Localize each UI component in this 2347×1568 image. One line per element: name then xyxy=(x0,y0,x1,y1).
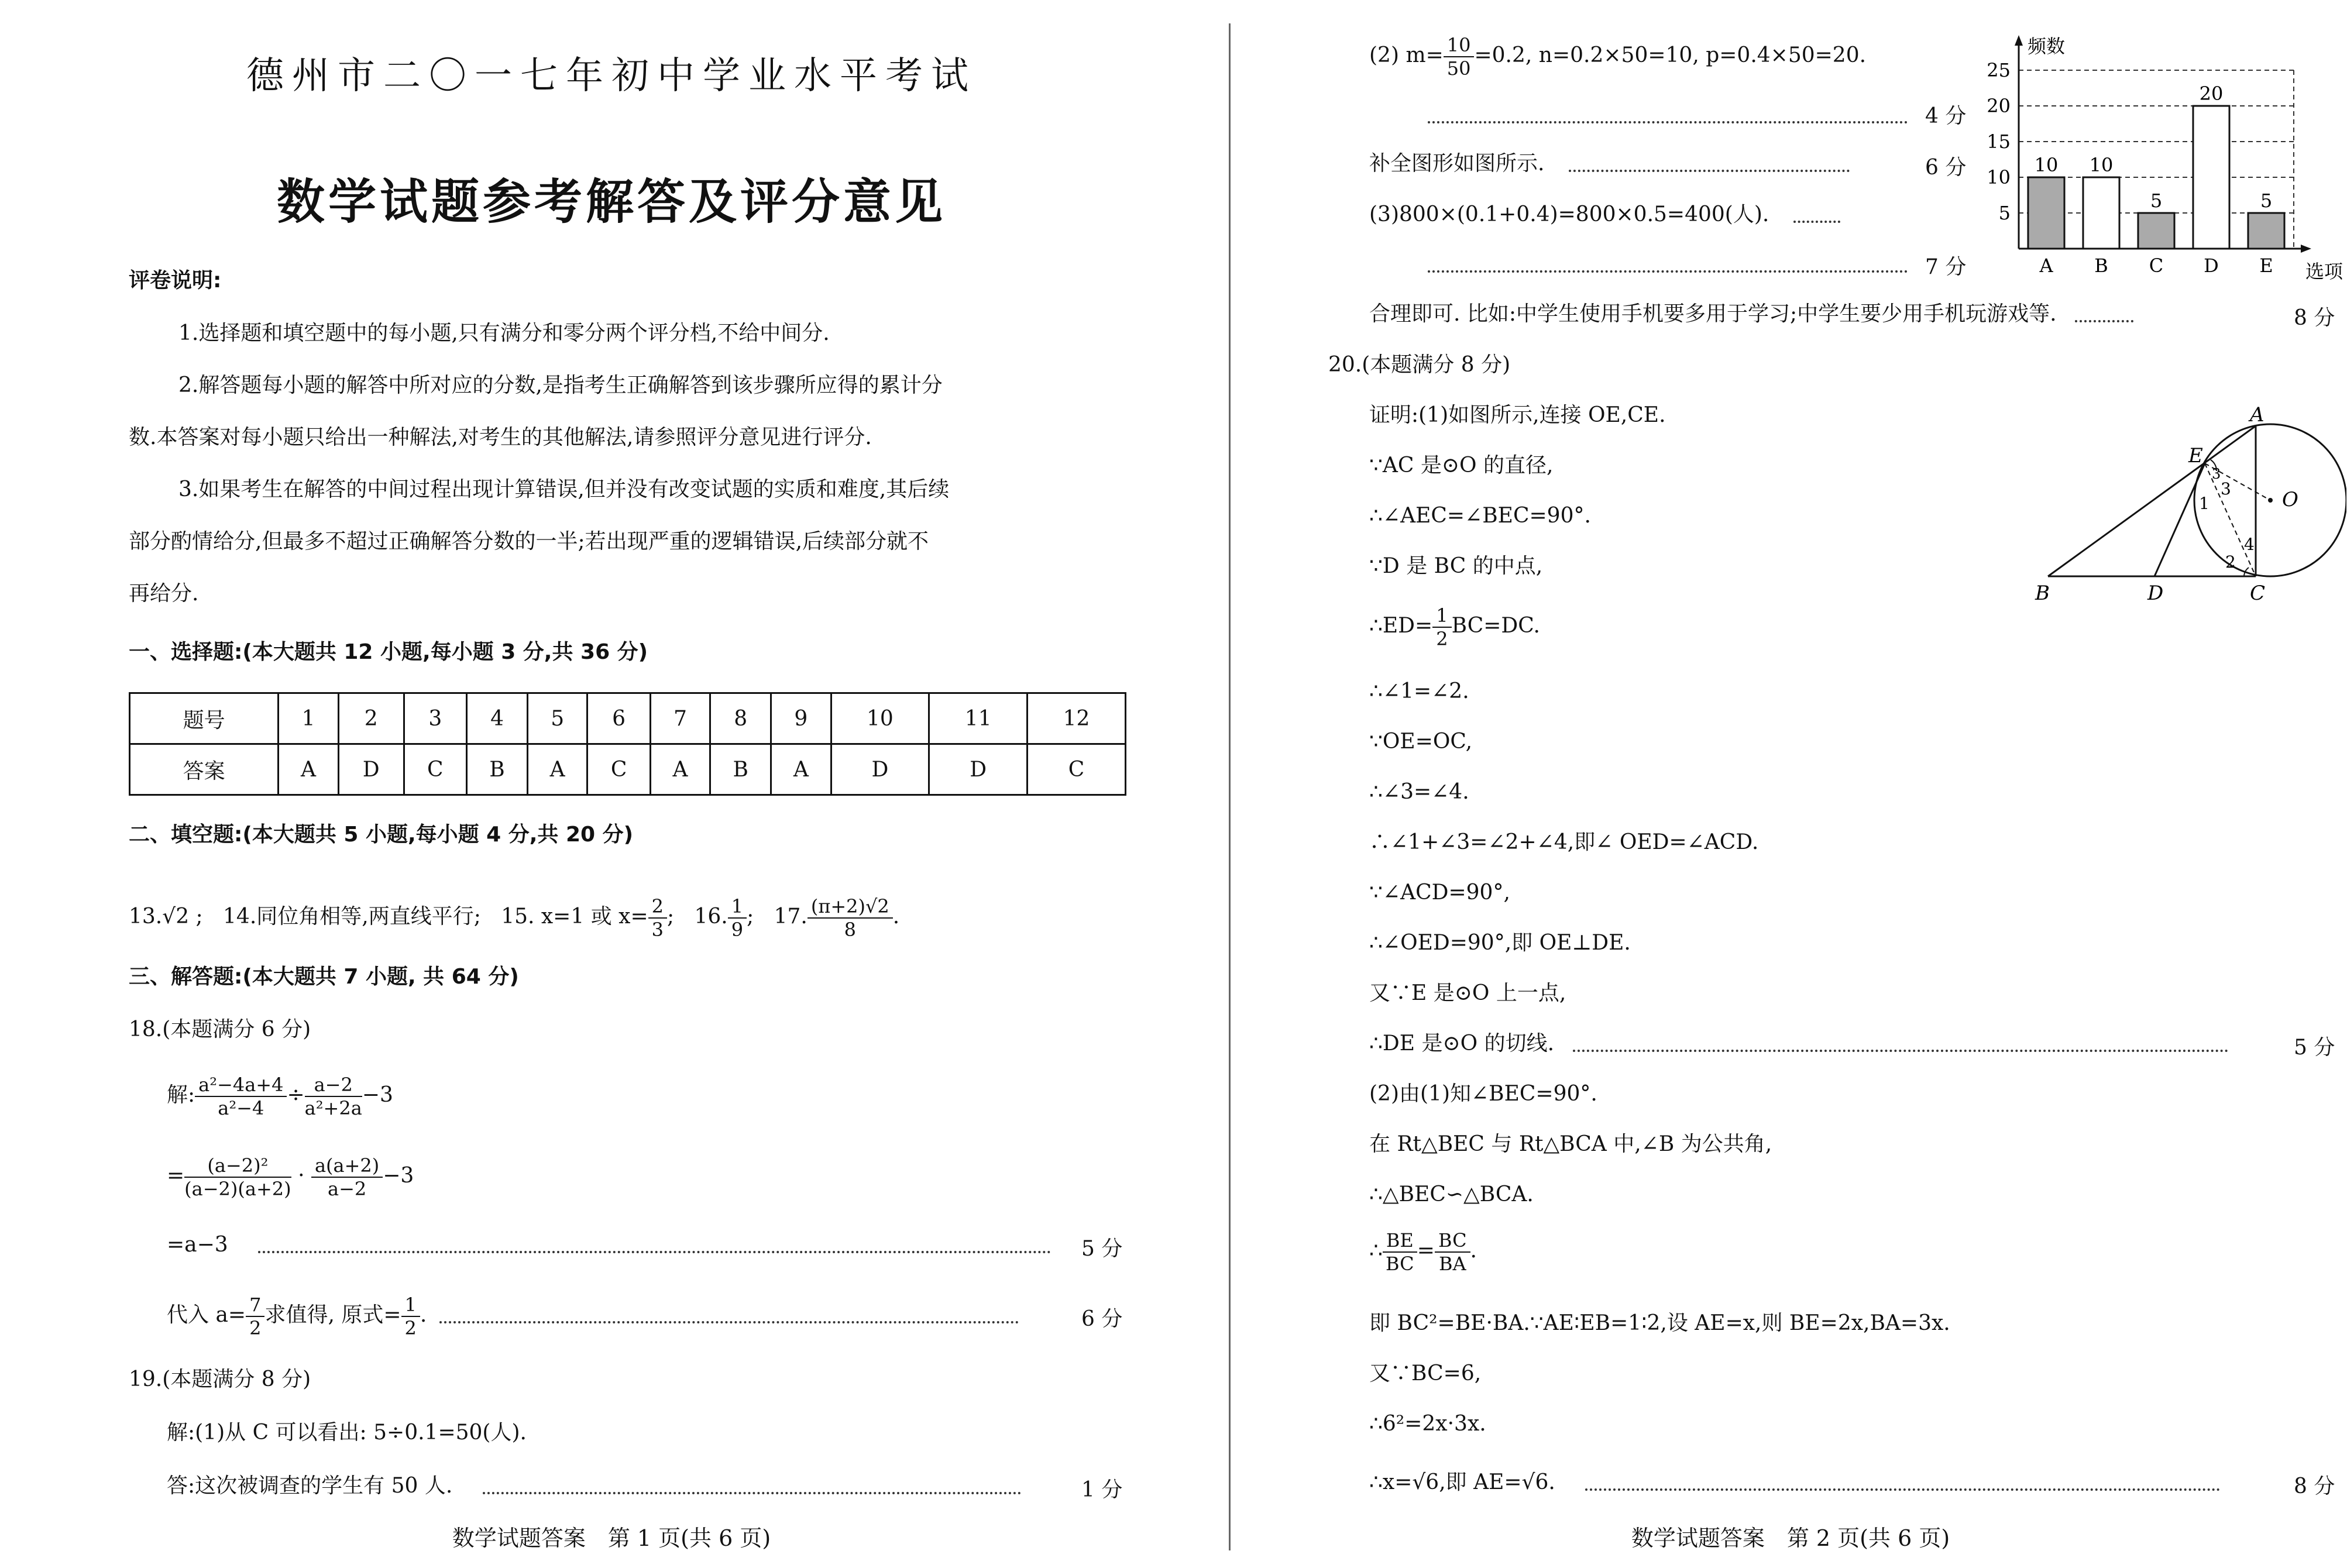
question-number: 8 xyxy=(710,693,771,744)
choice-answer-table xyxy=(129,692,1126,796)
answer-cell: C xyxy=(404,744,466,795)
fraction: $\frac{2}{3}$ xyxy=(648,895,667,941)
angle-label: 3 xyxy=(2221,479,2231,498)
table-header-cell: 答案 xyxy=(130,744,279,795)
notes-heading: 评卷说明: xyxy=(129,269,222,293)
point-label: E xyxy=(2188,444,2203,467)
answer-cell: C xyxy=(1028,744,1126,795)
fraction: $\frac{BE}{BC}$ xyxy=(1383,1229,1417,1275)
bar-C xyxy=(2138,213,2174,249)
score-mark: 5 分 xyxy=(1081,1237,1123,1261)
q20-line: ∴∠OED=90°,即 OE⊥DE. xyxy=(1369,931,1631,955)
question-number: 9 xyxy=(771,693,831,744)
fraction: $\frac{BC}{BA}$ xyxy=(1435,1229,1470,1275)
q18-step-4: 代入 a= $\frac{7}{2}$ 求值得, 原式= $\frac{1}{2}$ . xyxy=(167,1292,1019,1339)
fill-q16: 16. xyxy=(694,905,728,929)
bar-value-label: 5 xyxy=(2150,190,2163,212)
fraction: $\frac{a(a+2)}{a-2}$ xyxy=(311,1154,383,1200)
point-label: C xyxy=(2250,582,2266,605)
fill-q17: 17. xyxy=(774,905,807,929)
score-mark: 1 分 xyxy=(1081,1478,1123,1502)
dot-leader xyxy=(2075,308,2133,322)
point-label: O xyxy=(2282,488,2298,511)
q20-line: 又∵E 是⊙O 上一点, xyxy=(1369,981,1566,1005)
x-axis-arrow xyxy=(2301,245,2311,253)
x-axis-label: 选项 xyxy=(2305,260,2343,283)
q20-line: ∵OE=OC, xyxy=(1369,730,1473,754)
y-tick-label: 10 xyxy=(1987,166,2011,188)
score-mark: 8 分 xyxy=(2294,306,2335,330)
question-number: 4 xyxy=(467,693,528,744)
fraction: $\frac{10}{50}$ xyxy=(1444,34,1475,80)
table-row xyxy=(130,744,1126,795)
bar-D xyxy=(2193,106,2229,249)
table-header-cell: 题号 xyxy=(130,693,279,744)
fraction: $\frac{1}{2}$ xyxy=(1432,604,1451,650)
section-fill-heading: 二、填空题:(本大题共 5 小题,每小题 4 分,共 20 分) xyxy=(129,823,634,847)
q19-complete-chart: 补全图形如图所示. xyxy=(1369,151,1850,177)
y-tick-label: 15 xyxy=(1987,130,2011,153)
q20-line: ∵∠ACD=90°, xyxy=(1369,881,1510,905)
dot-leader xyxy=(1585,1477,2220,1491)
bar-A xyxy=(2028,177,2064,249)
x-tick-label: A xyxy=(2039,255,2053,277)
dot-leader xyxy=(1428,259,1908,273)
answer-page-2 xyxy=(1235,0,2346,1568)
bar-value-label: 10 xyxy=(2089,154,2114,176)
y-tick-label: 5 xyxy=(1998,202,2011,224)
answer-cell: D xyxy=(831,744,929,795)
score-mark: 6 分 xyxy=(1925,156,1967,180)
point-label: A xyxy=(2250,403,2264,427)
table-row xyxy=(130,693,1126,744)
question-number: 10 xyxy=(831,693,929,744)
note-3b: 部分酌情给分,但最多不超过正确解答分数的一半;若出现严重的逻辑错误,后续部分就不 xyxy=(129,529,929,553)
q20-ratio-line: ∴ $\frac{BE}{BC}$ = $\frac{BC}{BA}$ . xyxy=(1369,1229,1477,1275)
y-axis-label: 频数 xyxy=(2028,35,2066,57)
x-tick-label: E xyxy=(2259,255,2273,277)
q20-line: (2)由(1)知∠BEC=90°. xyxy=(1369,1082,1597,1106)
score-mark: 5 分 xyxy=(2294,1036,2335,1060)
answer-cell: A xyxy=(650,744,710,795)
segment-ba xyxy=(2048,426,2256,576)
question-number: 6 xyxy=(587,693,650,744)
y-tick-label: 20 xyxy=(1987,95,2011,117)
point-label: B xyxy=(2035,582,2050,605)
q20-line: 又∵BC=6, xyxy=(1369,1361,1482,1385)
section-solution-heading: 三、解答题:(本大题共 7 小题, 共 64 分) xyxy=(129,965,519,989)
question-number: 7 xyxy=(650,693,710,744)
q20-line: ∵AC 是⊙O 的直径, xyxy=(1369,453,1554,477)
q20-ed-line: ∴ED= $\frac{1}{2}$ BC=DC. xyxy=(1369,604,1540,650)
q20-line: ∴∠1+∠3=∠2+∠4,即∠ OED=∠ACD. xyxy=(1369,830,1759,854)
page-footer: 数学试题答案 第 1 页(共 6 页) xyxy=(452,1525,771,1551)
note-2b: 数.本答案对每小题只给出一种解法,对考生的其他解法,请参照评分意见进行评分. xyxy=(129,425,872,449)
question-number: 1 xyxy=(279,693,338,744)
answer-cell: B xyxy=(710,744,771,795)
dot-leader xyxy=(1569,158,1850,172)
answer-cell: B xyxy=(467,744,528,795)
fill-q15: 15. x=1 或 x= xyxy=(501,905,648,929)
q18-heading: 18.(本题满分 6 分) xyxy=(129,1017,311,1041)
q20-line: 证明:(1)如图所示,连接 OE,CE. xyxy=(1369,403,1666,427)
q20-line: ∴△BEC∽△BCA. xyxy=(1369,1182,1534,1206)
dot-leader xyxy=(1428,109,1908,123)
page-footer: 数学试题答案 第 2 页(共 6 页) xyxy=(1631,1525,1950,1551)
fill-answers: 13.√2 ; 14.同位角相等,两直线平行; 15. x=1 或 x= $\frac{2}{3}$ ; 16. $\frac{1}{9}$ ; 17. $\frac{(\pi+2)√2}{8}$ . xyxy=(129,895,900,941)
q20-line: 在 Rt△BEC 与 Rt△BCA 中,∠B 为公共角, xyxy=(1369,1132,1772,1156)
document-title: 数学试题参考解答及评分意见 xyxy=(276,174,946,230)
chart-bars xyxy=(2028,106,2284,249)
y-tick-label: 25 xyxy=(1987,59,2011,81)
q18-step-1: 解: $\frac{\text{a²−4a+4}}{\text{a²−4}}$ ÷ $\frac{a-2}{\text{a²+2a}}$ −3 xyxy=(167,1074,393,1119)
q19-step-1: 解:(1)从 C 可以看出: 5÷0.1=50(人). xyxy=(167,1421,527,1445)
angle-label: 3 xyxy=(2212,466,2221,482)
q19-heading: 19.(本题满分 8 分) xyxy=(129,1367,311,1391)
leader-line xyxy=(1428,102,1908,128)
question-number: 5 xyxy=(527,693,587,744)
answer-cell: C xyxy=(587,744,650,795)
bar-value-label: 10 xyxy=(2034,154,2059,176)
point-label: D xyxy=(2147,582,2164,605)
answer-cell: D xyxy=(929,744,1028,795)
bar-value-label: 5 xyxy=(2260,190,2273,212)
answer-cell: A xyxy=(771,744,831,795)
angle-label: 2 xyxy=(2225,552,2236,572)
question-number: 3 xyxy=(404,693,466,744)
x-tick-label: C xyxy=(2149,255,2164,277)
q19-answer: 答:这次被调查的学生有 50 人. xyxy=(167,1473,1021,1499)
exam-title: 德州市二〇一七年初中学业水平考试 xyxy=(246,54,977,98)
y-axis-arrow xyxy=(2015,35,2023,46)
q20-tangent-line: ∴DE 是⊙O 的切线. xyxy=(1369,1031,2228,1057)
q18-step-3: =a−3 xyxy=(167,1232,1051,1258)
answer-cell: A xyxy=(279,744,338,795)
note-3a: 3.如果考生在解答的中间过程出现计算错误,但并没有改变试题的实质和难度,其后续 xyxy=(178,477,950,501)
q20-final-line: ∴x=√6,即 AE=√6. xyxy=(1369,1470,2220,1495)
bar-E xyxy=(2248,213,2284,249)
q20-heading: 20.(本题满分 8 分) xyxy=(1328,353,1511,377)
section-choice-heading: 一、选择题:(本大题共 12 小题,每小题 3 分,共 36 分) xyxy=(129,640,648,664)
angle-label: 4 xyxy=(2244,535,2255,554)
q19-part3: (3)800×(0.1+0.4)=800×0.5=400(人). xyxy=(1369,202,1840,228)
fraction: $\frac{1}{9}$ xyxy=(728,895,747,941)
question-number: 12 xyxy=(1028,693,1126,744)
answer-cell: D xyxy=(338,744,404,795)
x-tick-label: B xyxy=(2094,255,2108,277)
fraction: $\frac{7}{2}$ xyxy=(246,1294,264,1339)
answer-cell: A xyxy=(527,744,587,795)
score-mark: 6 分 xyxy=(1081,1307,1123,1331)
circle-tangent-diagram xyxy=(2013,398,2346,608)
center-point xyxy=(2268,498,2273,503)
bar-value-label: 20 xyxy=(2199,82,2224,105)
q20-line: ∴6²=2x·3x. xyxy=(1369,1412,1486,1436)
leader-line xyxy=(1428,252,1908,277)
fill-q13: 13.√2 ; xyxy=(129,905,203,929)
q20-line: 即 BC²=BE·BA.∵AE∶EB=1∶2,设 AE=x,则 BE=2x,BA=3x. xyxy=(1369,1311,1950,1335)
q20-line: ∴∠3=∠4. xyxy=(1369,780,1469,804)
fill-q14: 14.同位角相等,两直线平行; xyxy=(223,905,481,929)
dot-leader xyxy=(483,1480,1021,1494)
q20-line: ∵D 是 BC 的中点, xyxy=(1369,554,1543,578)
fraction: $\frac{1}{2}$ xyxy=(401,1294,420,1339)
q18-step-2: = $\frac{\text{(a−2)²}}{(a-2)(a+2)}$ · $\frac{a(a+2)}{a-2}$ −3 xyxy=(167,1154,414,1200)
x-tick-label: D xyxy=(2204,255,2219,277)
dot-leader xyxy=(439,1309,1019,1323)
note-1: 1.选择题和填空题中的每小题,只有满分和零分两个评分档,不给中间分. xyxy=(178,321,830,345)
page-divider xyxy=(1229,23,1231,1550)
dot-leader xyxy=(1573,1038,2228,1052)
score-mark: 7 分 xyxy=(1925,255,1967,279)
dot-leader xyxy=(1793,209,1840,223)
fraction: $\frac{(\pi+2)√2}{8}$ xyxy=(807,895,893,941)
score-mark: 8 分 xyxy=(2294,1474,2335,1498)
q19-part2: (2) m= $\frac{10}{50}$ =0.2, n=0.2×50=10, p=0.4×50=20. xyxy=(1369,34,1867,80)
question-number: 2 xyxy=(338,693,404,744)
q20-line: ∴∠1=∠2. xyxy=(1369,679,1469,703)
angle-label: 1 xyxy=(2199,494,2209,513)
frequency-bar-chart xyxy=(1931,23,2346,287)
fraction: $\frac{a-2}{\text{a²+2a}}$ xyxy=(304,1074,362,1119)
bar-B xyxy=(2083,177,2119,249)
note-3c: 再给分. xyxy=(129,582,199,606)
q20-line: ∴∠AEC=∠BEC=90°. xyxy=(1369,504,1591,528)
fraction: $\frac{\text{(a−2)²}}{(a-2)(a+2)}$ xyxy=(184,1154,291,1200)
note-2a: 2.解答题每小题的解答中所对应的分数,是指考生正确解答到该步骤所应得的累计分 xyxy=(178,373,943,397)
question-number: 11 xyxy=(929,693,1028,744)
q19-conclusion: 合理即可. 比如:中学生使用手机要多用于学习;中学生要少用手机玩游戏等. xyxy=(1369,301,2133,327)
dot-leader xyxy=(258,1239,1051,1253)
fraction: $\frac{\text{a²−4a+4}}{\text{a²−4}}$ xyxy=(195,1074,287,1119)
score-mark: 4 分 xyxy=(1925,104,1967,128)
